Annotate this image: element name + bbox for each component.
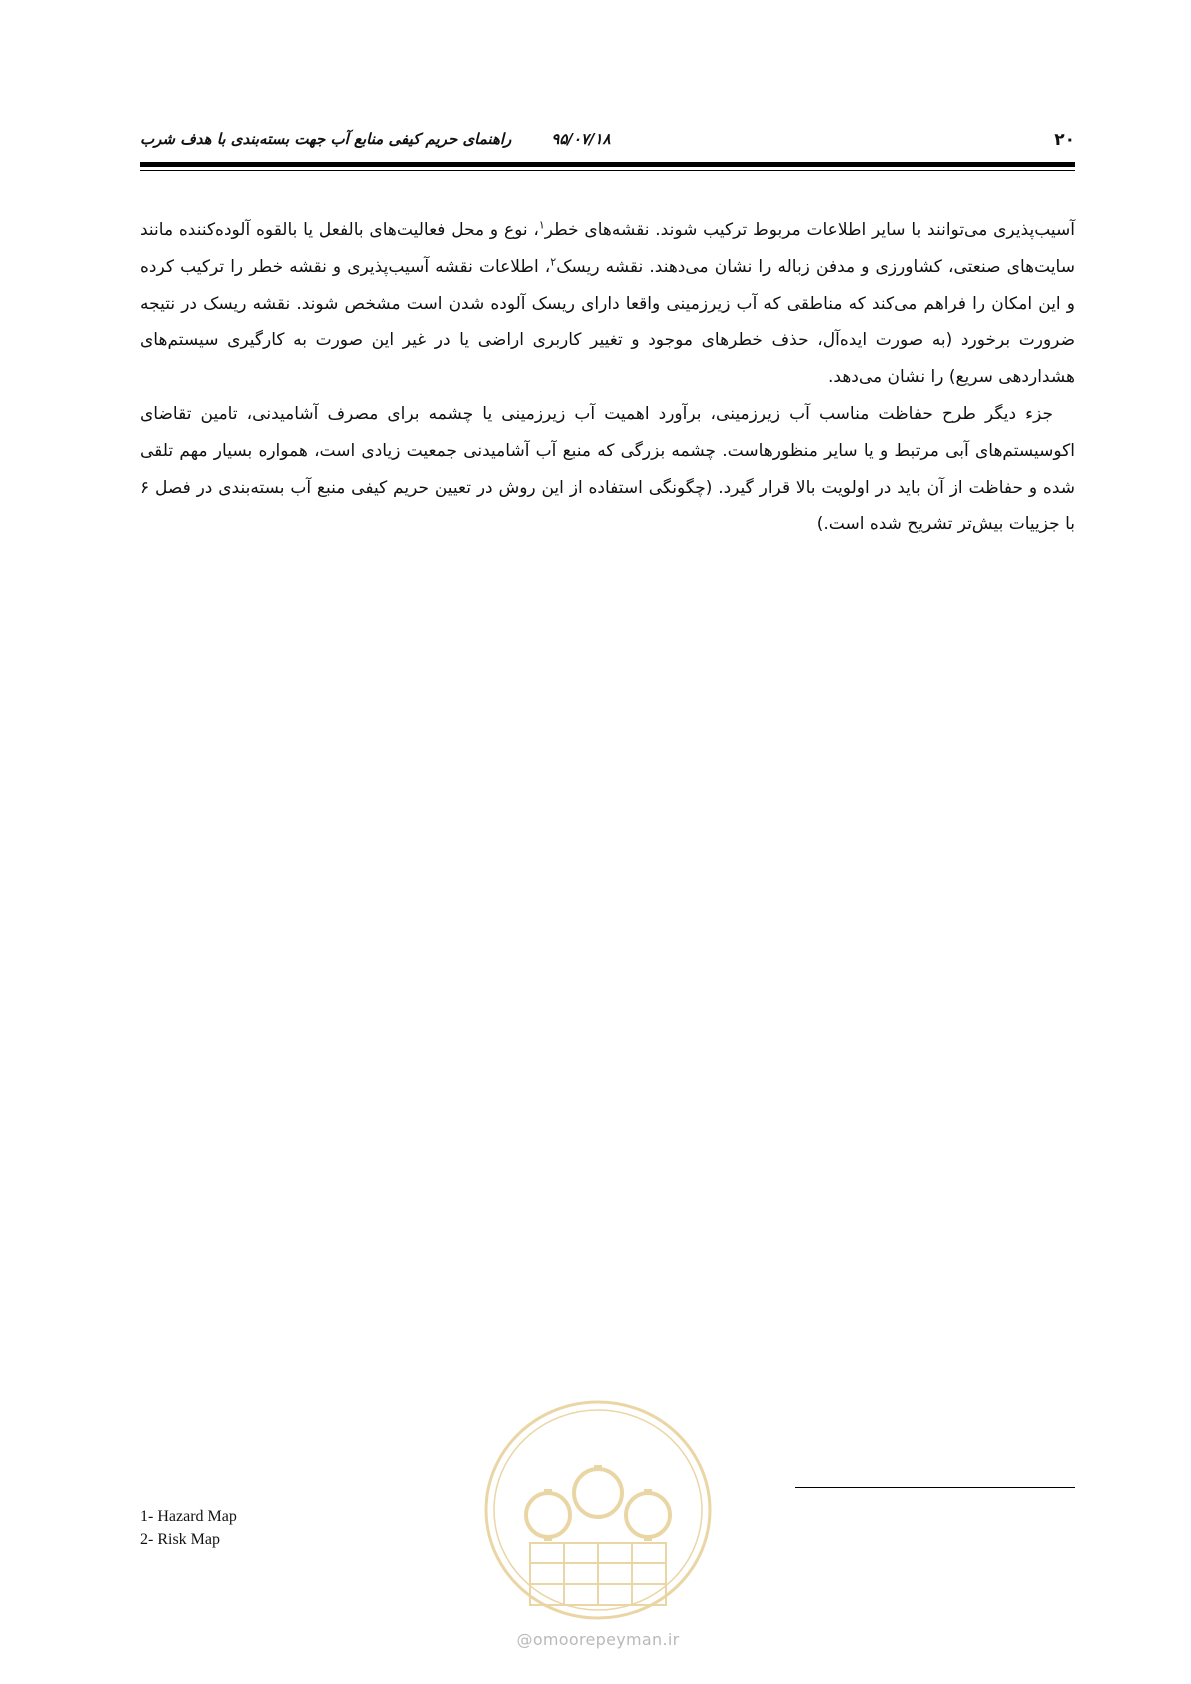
footnote-ref-2: ۲ <box>550 255 557 269</box>
body-text <box>140 212 1075 543</box>
footnote-2: 2- Risk Map <box>140 1531 220 1548</box>
footnotes <box>140 1505 237 1551</box>
footnote-1: 1- Hazard Map <box>140 1508 237 1525</box>
paragraph-2: جزء دیگر طرح حفاظت مناسب آب زیرزمینی، برآورد اهمیت آب زیرزمینی یا چشمه برای مصرف آشامیدنی، تامین تقاضای اکوسیستم‌های آبی مرتبط و یا سایر منظورهاست. چشمه بزرگی که منبع آب آشامیدنی جمعیت زیادی است، همواره بسیار مهم تلقی شده و حفاظت از آن باید در اولویت بالا قرار گیرد. (چگونگی استفاده از این روش در تعیین حریم کیفی منبع آب بسته‌بندی در فصل ۶ با جزییات بیش‌تر تشریح شده است.) <box>140 403 1075 535</box>
watermark-logo <box>478 1395 718 1625</box>
header-rule-thin <box>140 170 1075 171</box>
paragraph-1-text-c: ، اطلاعات نقشه آسیب‌پذیری و نقشه خطر را ترکیب کرده و این امکان را فراهم می‌کند که مناطقی که آب زیرزمینی واقعا دارای ریسک آلوده شدن است مشخص شوند. نقشه ریسک در نتیجه ضرورت برخورد (به صورت ایده‌آل، حذف خطرهای موجود و تغییر کاربری اراضی یا در غیر این صورت به کارگیری سیستم‌های هشداردهی سریع) را نشان می‌دهد. <box>140 256 1075 388</box>
page-number: ۲۰ <box>1054 130 1075 150</box>
header-rule-thick <box>140 162 1075 167</box>
paragraph-1-text-b: ، نوع و محل فعالیت‌های بالفعل یا بالقوه آلوده‌کننده مانند سایت‌های صنعتی، کشاورزی و مدفن زباله را نشان می‌دهند. نقشه ریسک <box>140 220 1075 277</box>
footnote-separator <box>795 1487 1075 1488</box>
header-title: راهنمای حریم کیفی منابع آب جهت بسته‌بندی با هدف شرب <box>140 130 512 148</box>
header-date: ۹۵/۰۷/۱۸ <box>551 130 611 148</box>
footnote-ref-1: ۱ <box>538 218 545 232</box>
page-header <box>140 128 1075 156</box>
paragraph-1 <box>140 212 1075 396</box>
header-title-block <box>140 130 611 148</box>
paragraph-1-text-a: آسیب‌پذیری می‌توانند با سایر اطلاعات مربوط ترکیب شوند. نقشه‌های خطر <box>544 220 1075 240</box>
watermark-caption: @omoorepeyman.ir <box>516 1630 680 1649</box>
